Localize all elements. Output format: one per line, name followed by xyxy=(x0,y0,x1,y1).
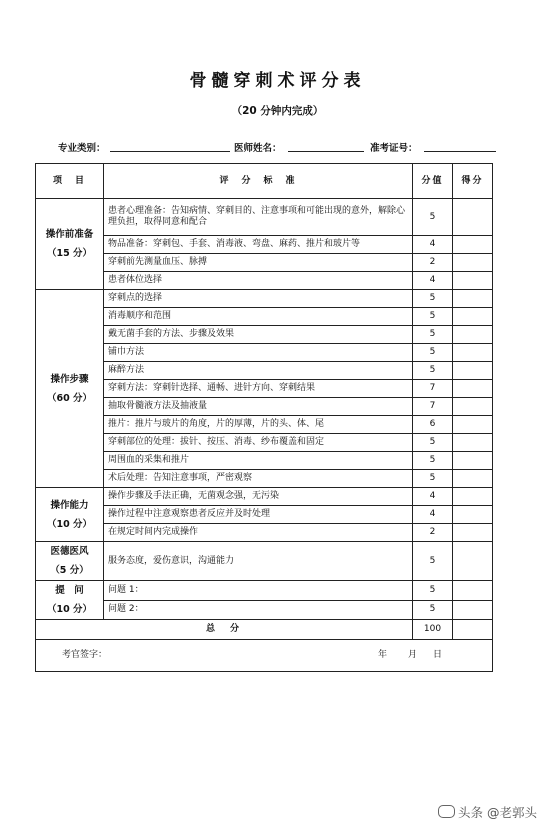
score-cell[interactable] xyxy=(453,380,493,398)
chat-icon xyxy=(438,805,455,818)
criterion-points: 5 xyxy=(413,362,453,380)
info-line xyxy=(58,140,498,156)
score-cell[interactable] xyxy=(453,470,493,488)
criterion-text: 患者体位选择 xyxy=(104,272,413,290)
criterion-points: 4 xyxy=(413,236,453,254)
header-points: 分值 xyxy=(413,164,453,199)
criterion-text: 麻醉方法 xyxy=(104,362,413,380)
criterion-text: 戴无菌手套的方法、步骤及效果 xyxy=(104,326,413,344)
criterion-text: 服务态度，爱伤意识，沟通能力 xyxy=(104,542,413,581)
criterion-text: 问题 1： xyxy=(104,581,413,601)
score-cell[interactable] xyxy=(453,290,493,308)
section-name: 提 问 xyxy=(55,585,84,596)
criterion-text: 问题 2： xyxy=(104,600,413,620)
header-project: 项 目 xyxy=(36,164,104,199)
score-body xyxy=(36,199,493,672)
criterion-points: 4 xyxy=(413,488,453,506)
section-cell xyxy=(36,581,104,620)
criterion-text: 穿刺点的选择 xyxy=(104,290,413,308)
criterion-points: 5 xyxy=(413,452,453,470)
score-cell[interactable] xyxy=(453,398,493,416)
criterion-text: 物品准备：穿刺包、手套、消毒液、弯盘、麻药、推片和玻片等 xyxy=(104,236,413,254)
criterion-row xyxy=(36,581,493,601)
criterion-row xyxy=(36,362,493,380)
criterion-text: 推片：推片与玻片的角度，片的厚薄，片的头、体、尾 xyxy=(104,416,413,434)
criterion-row xyxy=(36,416,493,434)
criterion-row xyxy=(36,199,493,236)
name-field[interactable] xyxy=(288,151,364,152)
score-cell[interactable] xyxy=(453,488,493,506)
criterion-text: 操作过程中注意观察患者反应并及时处理 xyxy=(104,506,413,524)
criterion-row xyxy=(36,398,493,416)
section-name: 医德医风 xyxy=(50,546,89,557)
watermark-text: 头条 @老郭头 xyxy=(458,805,537,820)
day-label: 日 xyxy=(433,650,443,660)
score-cell[interactable] xyxy=(453,524,493,542)
score-cell[interactable] xyxy=(453,362,493,380)
criterion-text: 抽取骨髓液方法及抽液量 xyxy=(104,398,413,416)
criterion-text: 铺巾方法 xyxy=(104,344,413,362)
form-title: 骨髓穿刺术评分表 xyxy=(189,71,366,91)
criterion-points: 5 xyxy=(413,326,453,344)
score-cell[interactable] xyxy=(453,199,493,236)
criterion-row xyxy=(36,542,493,581)
form-subtitle: （20 分钟内完成） xyxy=(231,105,324,117)
criterion-points: 4 xyxy=(413,272,453,290)
section-name: 操作前准备 xyxy=(45,229,94,240)
section-name: 操作步骤 xyxy=(50,373,89,385)
score-cell[interactable] xyxy=(453,236,493,254)
signature-cell[interactable] xyxy=(36,640,493,672)
criterion-row xyxy=(36,236,493,254)
section-points: （10 分） xyxy=(46,518,93,530)
score-cell[interactable] xyxy=(453,506,493,524)
criterion-row xyxy=(36,290,493,308)
major-label: 专业类别： xyxy=(58,143,106,154)
criterion-points: 5 xyxy=(413,581,453,601)
criterion-points: 6 xyxy=(413,416,453,434)
section-points: （5 分） xyxy=(50,565,89,576)
section-points: （60 分） xyxy=(46,392,93,404)
month-label: 月 xyxy=(408,650,418,660)
criterion-text: 穿刺方法：穿刺针选择、通畅、进针方向、穿刺结果 xyxy=(104,380,413,398)
criterion-row xyxy=(36,380,493,398)
score-cell[interactable] xyxy=(453,272,493,290)
criterion-text: 操作步骤及手法正确，无菌观念强，无污染 xyxy=(104,488,413,506)
score-cell[interactable] xyxy=(453,326,493,344)
criterion-row xyxy=(36,434,493,452)
criterion-points: 5 xyxy=(413,542,453,581)
examiner-label: 考官签字： xyxy=(62,650,108,660)
signature-row xyxy=(36,640,493,672)
year-label: 年 xyxy=(378,650,388,660)
total-label: 总 分 xyxy=(36,620,413,640)
criterion-points: 5 xyxy=(413,344,453,362)
criterion-text: 穿刺部位的处理：拔针、按压、消毒、纱布覆盖和固定 xyxy=(104,434,413,452)
major-field[interactable] xyxy=(110,151,230,152)
criterion-row xyxy=(36,600,493,620)
id-field[interactable] xyxy=(424,151,496,152)
criterion-points: 4 xyxy=(413,506,453,524)
header-criteria: 评 分 标 准 xyxy=(104,164,413,199)
criterion-points: 5 xyxy=(413,470,453,488)
criterion-row xyxy=(36,470,493,488)
section-name: 操作能力 xyxy=(50,499,89,511)
header-score: 得分 xyxy=(453,164,493,199)
score-cell[interactable] xyxy=(453,434,493,452)
section-cell xyxy=(36,199,104,290)
criterion-points: 7 xyxy=(413,398,453,416)
section-points: （15 分） xyxy=(46,248,93,259)
watermark xyxy=(438,803,537,821)
criterion-row xyxy=(36,308,493,326)
criterion-row xyxy=(36,506,493,524)
criterion-row xyxy=(36,272,493,290)
criterion-points: 5 xyxy=(413,434,453,452)
criterion-text: 患者心理准备：告知病情、穿刺目的、注意事项和可能出现的意外，解除心理负担，取得同意和配合 xyxy=(104,199,413,236)
score-cell[interactable] xyxy=(453,581,493,601)
criterion-text: 在规定时间内完成操作 xyxy=(104,524,413,542)
score-cell[interactable] xyxy=(453,542,493,581)
total-points: 100 xyxy=(413,620,453,640)
criterion-points: 5 xyxy=(413,290,453,308)
id-label: 准考证号： xyxy=(370,143,418,154)
criterion-row xyxy=(36,326,493,344)
criterion-points: 5 xyxy=(413,199,453,236)
criterion-text: 术后处理：告知注意事项，严密观察 xyxy=(104,470,413,488)
criterion-row xyxy=(36,344,493,362)
criterion-text: 消毒顺序和范围 xyxy=(104,308,413,326)
criterion-row xyxy=(36,524,493,542)
score-cell[interactable] xyxy=(453,344,493,362)
criterion-points: 2 xyxy=(413,254,453,272)
criterion-points: 2 xyxy=(413,524,453,542)
score-cell[interactable] xyxy=(453,452,493,470)
criterion-points: 7 xyxy=(413,380,453,398)
score-table xyxy=(35,163,493,672)
score-cell[interactable] xyxy=(453,416,493,434)
total-score-cell[interactable] xyxy=(453,620,493,640)
section-cell xyxy=(36,542,104,581)
score-cell[interactable] xyxy=(453,254,493,272)
header-row xyxy=(36,164,493,199)
score-cell[interactable] xyxy=(453,308,493,326)
score-cell[interactable] xyxy=(453,600,493,620)
criterion-row xyxy=(36,254,493,272)
criterion-points: 5 xyxy=(413,308,453,326)
criterion-text: 周围血的采集和推片 xyxy=(104,452,413,470)
name-label: 医师姓名： xyxy=(234,143,282,154)
criterion-points: 5 xyxy=(413,600,453,620)
total-row xyxy=(36,620,493,640)
section-cell xyxy=(36,290,104,488)
criterion-row xyxy=(36,452,493,470)
criterion-text: 穿刺前先测量血压、脉搏 xyxy=(104,254,413,272)
section-cell xyxy=(36,488,104,542)
criterion-row xyxy=(36,488,493,506)
section-points: （10 分） xyxy=(46,604,93,615)
